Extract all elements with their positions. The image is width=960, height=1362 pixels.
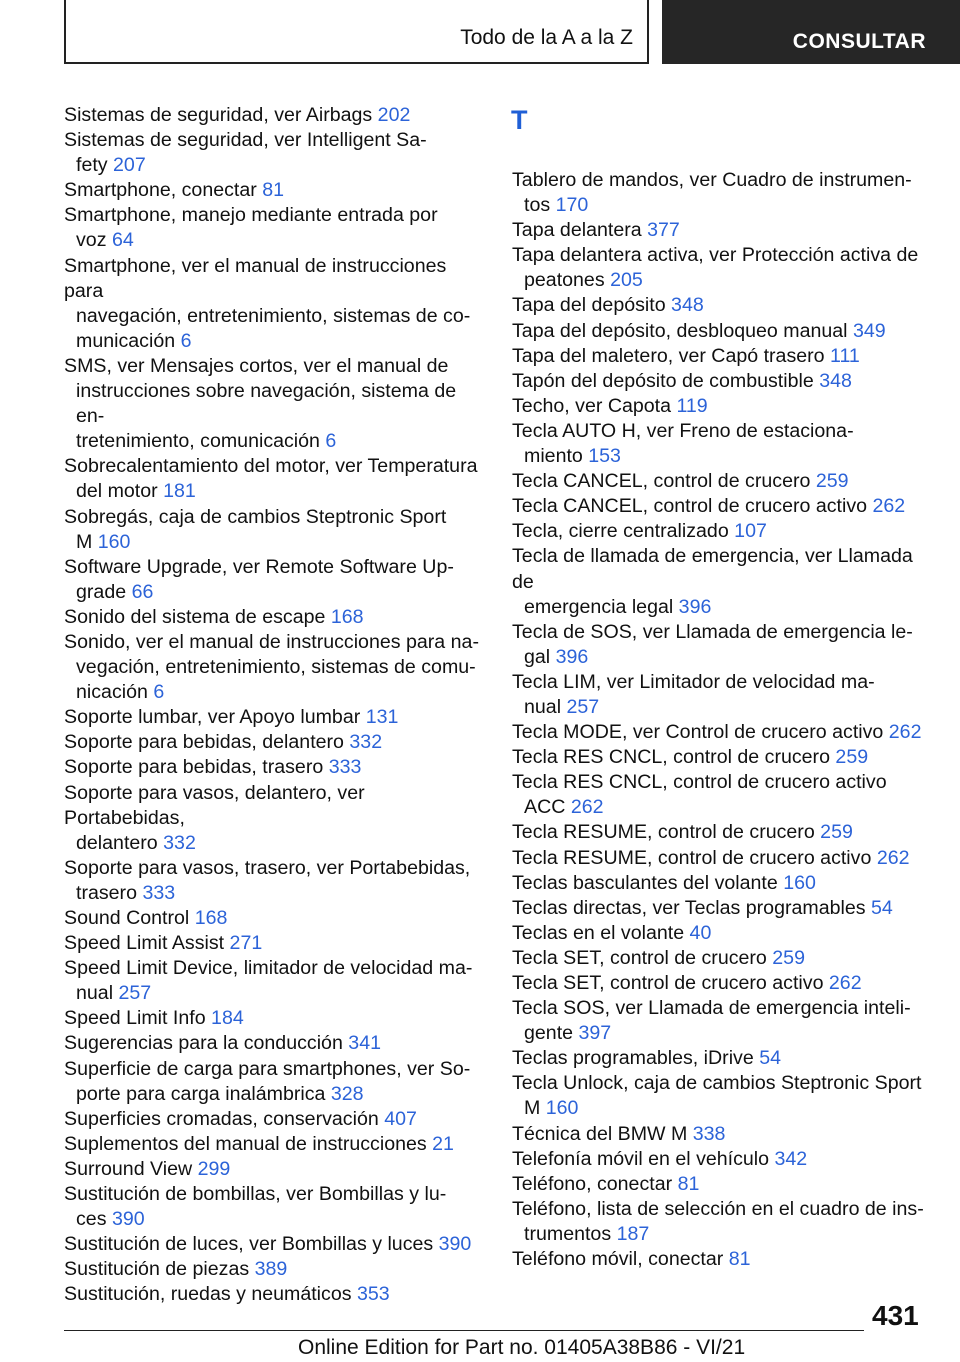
page-reference-link[interactable]: 328 [330, 1082, 364, 1105]
index-entry-text: Soporte para bebidas, trasero [64, 756, 329, 779]
index-entry-text: emergencia legal [524, 595, 679, 618]
page-reference-link[interactable]: 259 [772, 946, 805, 969]
index-entry-text: Tecla SOS, ver Llamada de emergencia inteli- [512, 997, 911, 1020]
index-entry-line [512, 645, 937, 670]
page-reference-link[interactable]: 207 [113, 154, 146, 177]
page-reference-link[interactable]: 407 [384, 1107, 417, 1130]
index-entry-line [512, 1096, 937, 1121]
index-entry-line [64, 1006, 482, 1031]
index-entry-text: Speed Limit Device, limitador de velocidad ma- [64, 957, 473, 980]
index-entry-text: trumentos [524, 1222, 617, 1245]
page-reference-link[interactable]: 66 [131, 580, 154, 603]
page-reference-link[interactable]: 202 [377, 104, 411, 126]
index-entry-line [64, 530, 482, 555]
index-entry-text: del motor [76, 480, 164, 503]
page-reference-link[interactable]: 160 [545, 1097, 579, 1120]
index-entry-text: Soporte lumbar, ver Apoyo lumbar [64, 706, 366, 729]
page-reference-link[interactable]: 54 [871, 896, 893, 919]
index-entry-text: nual [524, 695, 567, 718]
index-entry-text: Software Upgrade, ver Remote Software Up- [64, 555, 454, 578]
index-entry-text: Sustitución, ruedas y neumáticos [64, 1283, 357, 1306]
index-entry-text: Superficies cromadas, conservación [64, 1107, 385, 1130]
index-entry-text: Sustitución de piezas [64, 1258, 255, 1281]
index-entry-text: Sistemas de seguridad, ver Intelligent Sa- [64, 129, 427, 152]
index-entry-text: navegación, entretenimiento, sistemas de co- [76, 304, 471, 327]
index-entry-text: Smartphone, manejo mediante entrada por [64, 204, 438, 227]
index-entry-text: vegación, entretenimiento, sistemas de comu- [76, 656, 476, 679]
index-entry-line [512, 193, 937, 218]
page-header [0, 0, 960, 66]
index-entry-text: Tecla MODE, ver Control de crucero activo [512, 721, 889, 744]
index-entry-line [64, 505, 482, 530]
index-entry-text: Telefonía móvil en el vehículo [512, 1147, 775, 1170]
index-letter-heading: T [511, 105, 528, 135]
index-entry-text: Sistemas de seguridad, ver Airbags [64, 104, 378, 126]
index-entry-line [64, 781, 482, 831]
page-reference-link[interactable]: 40 [689, 921, 712, 944]
page-number: 431 [872, 1300, 919, 1331]
page-reference-link[interactable]: 349 [852, 319, 886, 342]
index-entry-line [64, 981, 482, 1006]
index-entry-text: Tecla CANCEL, control de crucero [512, 470, 816, 493]
index-entry-text: fety [76, 154, 114, 177]
index-entry-line [64, 680, 482, 705]
index-entry-line [64, 755, 482, 780]
page-reference-link[interactable]: 6 [180, 329, 192, 352]
page-reference-link[interactable]: 389 [254, 1258, 288, 1281]
index-entry-line [512, 444, 937, 469]
index-entry-line [64, 103, 482, 128]
index-entry-text: M [76, 530, 98, 553]
page-reference-link[interactable]: 396 [555, 645, 589, 668]
index-entry-line [64, 730, 482, 755]
index-entry-text: municación [76, 329, 181, 352]
index-entry-line [64, 1132, 482, 1157]
page-reference-link[interactable]: 396 [678, 595, 712, 618]
index-entry-text: Teclas directas, ver Teclas programables [512, 896, 872, 919]
index-entry-line [64, 705, 482, 730]
index-entry-line [64, 1257, 482, 1282]
index-entry-line [64, 1107, 482, 1132]
page-reference-link[interactable]: 397 [578, 1022, 612, 1045]
index-entry-text: Teléfono, lista de selección en el cuadro de ins- [512, 1197, 924, 1220]
index-entry-text: Suplementos del manual de instrucciones [64, 1132, 433, 1155]
page-reference-link[interactable]: 54 [759, 1047, 781, 1070]
index-entry-text: Teléfono móvil, conectar [512, 1248, 729, 1271]
index-entry-line [512, 344, 937, 369]
index-entry-line [64, 1082, 482, 1107]
index-entry-line [64, 555, 482, 580]
index-entry-line [512, 871, 937, 896]
index-entry-text: Tecla RESUME, control de crucero activo [512, 846, 877, 869]
index-entry-line [512, 419, 937, 444]
index-entry-text: Tecla de llamada de emergencia, ver Llamada de [512, 545, 913, 593]
index-entry-line [512, 1247, 937, 1272]
index-entry-text: Tablero de mandos, ver Cuadro de instrumen- [512, 169, 912, 191]
index-entry-text: Técnica del BMW M [512, 1122, 693, 1145]
index-entry-text: Tapa del depósito [512, 294, 672, 317]
index-entry-line [512, 1172, 937, 1197]
index-entry-line [512, 243, 937, 268]
index-entry-text: instrucciones sobre navegación, sistema de en- [76, 380, 457, 428]
index-entry-text: grade [76, 580, 132, 603]
index-column-right [512, 100, 937, 1272]
page-reference-link[interactable]: 131 [365, 706, 399, 729]
page-reference-link[interactable]: 259 [835, 746, 869, 769]
index-entry-line [512, 1046, 937, 1071]
index-entry-line [64, 379, 482, 429]
index-entry-line [64, 605, 482, 630]
index-entry-line [512, 218, 937, 243]
index-entry-text: Sonido del sistema de escape [64, 605, 331, 628]
index-entry-line [64, 479, 482, 504]
page-reference-link[interactable]: 170 [555, 194, 589, 217]
index-entry-text: tos [524, 194, 556, 217]
index-entry-text: Tecla RES CNCL, control de crucero [512, 746, 836, 769]
section-tab [64, 0, 649, 64]
index-entry-line [512, 168, 937, 193]
index-entry-line [64, 1182, 482, 1207]
index-entry-line [512, 319, 937, 344]
index-entry-line [64, 1207, 482, 1232]
page-reference-link[interactable]: 262 [876, 846, 910, 869]
page-reference-link[interactable]: 348 [671, 294, 704, 317]
index-entry-line [64, 881, 482, 906]
index-entry-text: Tecla RES CNCL, control de crucero activo [512, 771, 887, 794]
page-reference-link[interactable]: 341 [348, 1032, 381, 1055]
index-entry-line [512, 620, 937, 645]
index-entry-line [64, 1031, 482, 1056]
index-entry-line [64, 931, 482, 956]
index-entry-text: porte para carga inalámbrica [76, 1082, 331, 1105]
index-entry-line [64, 153, 482, 178]
page-reference-link[interactable]: 390 [438, 1233, 472, 1256]
page-reference-link[interactable]: 160 [783, 871, 816, 894]
page-reference-link[interactable]: 257 [566, 695, 600, 718]
index-entry-line [64, 128, 482, 153]
index-entry-line [64, 203, 482, 228]
index-entry-line [512, 820, 937, 845]
footer-edition-text: Online Edition for Part no. 01405A38B86 - VI/21 [298, 1336, 746, 1359]
page-reference-link[interactable]: 184 [211, 1007, 244, 1030]
index-entry-line [512, 921, 937, 946]
index-entry-line [64, 429, 482, 454]
index-entry-line [64, 630, 482, 655]
index-entry-line [512, 971, 937, 996]
page-reference-link[interactable]: 181 [163, 480, 196, 503]
index-entry-line [64, 1157, 482, 1182]
index-entry-text: Sound Control [64, 907, 195, 929]
page-reference-link[interactable]: 111 [830, 344, 860, 367]
page-reference-link[interactable]: 168 [330, 605, 364, 628]
index-entry-text: Soporte para vasos, delantero, ver Portabebidas, [64, 781, 365, 829]
index-entry-line [64, 228, 482, 253]
index-entry-text: miento [524, 445, 589, 468]
page-reference-link[interactable]: 271 [229, 932, 263, 955]
index-entry-line [64, 1282, 482, 1307]
consult-tab[interactable]: CONSULTAR [662, 0, 960, 64]
page-reference-link[interactable]: 81 [728, 1248, 751, 1271]
page-reference-link[interactable]: 262 [570, 796, 604, 819]
index-entry-line [512, 394, 937, 419]
page-reference-link[interactable]: 333 [328, 756, 362, 779]
page-reference-link[interactable]: 6 [153, 681, 165, 704]
index-entry-line [64, 354, 482, 379]
page-reference-link[interactable]: 160 [97, 530, 131, 553]
index-entry-text: ACC [524, 796, 571, 819]
index-entry-line [512, 519, 937, 544]
page-reference-link[interactable]: 259 [815, 470, 849, 493]
index-entry-text: Teclas basculantes del volante [512, 871, 784, 894]
index-entry-line [512, 720, 937, 745]
index-entry-text: tretenimiento, comunicación [76, 430, 326, 453]
index-entry-line [512, 1222, 937, 1247]
page-reference-link[interactable]: 64 [111, 229, 134, 252]
index-entry-line [64, 329, 482, 354]
index-entry-text: Tecla LIM, ver Limitador de velocidad ma- [512, 670, 875, 693]
page-reference-link[interactable]: 168 [194, 907, 228, 929]
index-entry-line [512, 1122, 937, 1147]
index-entry-line [512, 946, 937, 971]
index-entry-text: Tapón del depósito de combustible [512, 369, 820, 392]
index-entry-text: nicación [76, 681, 154, 704]
index-entry-line [512, 670, 937, 695]
page-reference-link[interactable]: 107 [734, 520, 767, 543]
index-entry-text: Sobrecalentamiento del motor, ver Temperatura [64, 455, 478, 478]
index-entry-line [512, 745, 937, 770]
index-entry-line [512, 369, 937, 394]
index-entry-text: Tecla AUTO H, ver Freno de estaciona- [512, 419, 854, 442]
index-entry-text: Tecla de SOS, ver Llamada de emergencia le- [512, 620, 913, 643]
index-entry-text: Tecla CANCEL, control de crucero activo [512, 495, 873, 518]
index-entry-line [512, 1147, 937, 1172]
index-entry-text: Tecla SET, control de crucero activo [512, 972, 829, 994]
index-entry-text: Smartphone, conectar [64, 179, 263, 202]
index-entry-text: Teclas programables, iDrive [512, 1047, 760, 1070]
page-reference-link[interactable]: 205 [610, 269, 643, 292]
footer-divider [64, 1330, 864, 1331]
index-entry-text: Tecla SET, control de crucero [512, 946, 773, 969]
index-entry-text: Tapa del maletero, ver Capó trasero [512, 344, 831, 367]
index-entry-text: Superficie de carga para smartphones, ver So- [64, 1057, 471, 1080]
index-entry-line [512, 1021, 937, 1046]
index-entry-text: trasero [76, 881, 143, 904]
index-entry-line [512, 293, 937, 318]
index-entry-line [64, 906, 482, 931]
index-entry-line [512, 268, 937, 293]
page-reference-link[interactable]: 153 [588, 445, 621, 468]
index-entry-text: Teclas en el volante [512, 921, 690, 944]
index-entry-text: Sustitución de luces, ver Bombillas y luces [64, 1233, 439, 1256]
index-entry-text: Surround View [64, 1157, 198, 1180]
index-entry-line [64, 1057, 482, 1082]
index-entry-line [512, 544, 937, 594]
index-entry-text: peatones [524, 269, 611, 292]
index-entry-text: Tecla RESUME, control de crucero [512, 821, 821, 844]
index-entry-text: Tapa delantera activa, ver Protección activa de [512, 244, 919, 267]
page-reference-link[interactable]: 332 [349, 731, 383, 754]
index-entry-line [64, 178, 482, 203]
index-entry-text: gente [524, 1022, 579, 1045]
index-entry-line [512, 1071, 937, 1096]
index-entry-text: Techo, ver Capota [512, 394, 677, 417]
index-entry-line [512, 896, 937, 921]
index-entry-text: Sugerencias para la conducción [64, 1032, 349, 1055]
page-reference-link[interactable]: 332 [163, 831, 196, 854]
index-column-left [64, 103, 482, 1308]
page-reference-link[interactable]: 390 [111, 1208, 145, 1231]
index-entry-text: M [524, 1097, 546, 1120]
index-entry-line [512, 1197, 937, 1222]
page-reference-link[interactable]: 257 [118, 982, 152, 1005]
page-reference-link[interactable]: 299 [197, 1157, 231, 1180]
index-entry-text: nual [76, 982, 119, 1005]
page-reference-link[interactable]: 119 [676, 394, 708, 417]
page-reference-link[interactable]: 81 [677, 1172, 700, 1195]
index-entry-text: Sonido, ver el manual de instrucciones para na- [64, 630, 479, 653]
index-entry-line [512, 695, 937, 720]
index-entry-line [512, 595, 937, 620]
index-entry-text: Tecla Unlock, caja de cambios Steptronic Sport [512, 1072, 922, 1095]
index-entry-line [64, 304, 482, 329]
index-entry-text: delantero [76, 831, 164, 854]
page-reference-link[interactable]: 333 [142, 881, 176, 904]
index-entry-line [64, 856, 482, 881]
index-entry-text: Speed Limit Info [64, 1007, 212, 1030]
index-entry-text: Soporte para bebidas, delantero [64, 731, 350, 754]
index-entry-text: Sobregás, caja de cambios Steptronic Sport [64, 505, 447, 528]
index-entry-text: SMS, ver Mensajes cortos, ver el manual de [64, 354, 449, 377]
index-entry-line [64, 1232, 482, 1257]
index-entry-line [512, 494, 937, 519]
section-label: Todo de la A a la Z [460, 26, 633, 49]
page-reference-link[interactable]: 262 [888, 721, 922, 744]
page-reference-link[interactable]: 21 [432, 1132, 454, 1155]
page-reference-link[interactable]: 187 [616, 1222, 650, 1245]
index-entry-text: Speed Limit Assist [64, 932, 230, 955]
page-reference-link[interactable]: 262 [828, 972, 862, 994]
index-entry-line [64, 956, 482, 981]
index-entry-text: Teléfono, conectar [512, 1172, 678, 1195]
index-entry-text: Tapa delantera [512, 219, 648, 242]
page-reference-link[interactable]: 338 [692, 1122, 726, 1145]
page-reference-link[interactable]: 353 [356, 1283, 390, 1306]
index-entry-line [64, 454, 482, 479]
page-reference-link[interactable]: 342 [774, 1147, 808, 1170]
index-entry-line [64, 655, 482, 680]
page-reference-link[interactable]: 348 [819, 369, 852, 392]
index-entry-text: Smartphone, ver el manual de instrucciones para [64, 254, 447, 302]
index-entry-line [512, 469, 937, 494]
index-entry-text: Sustitución de bombillas, ver Bombillas y lu- [64, 1183, 447, 1206]
index-entry-line [512, 795, 937, 820]
index-entry-line [512, 996, 937, 1021]
page-reference-link[interactable]: 259 [820, 821, 853, 844]
index-entry-line [512, 846, 937, 871]
page-reference-link[interactable]: 377 [647, 219, 680, 242]
page-reference-link[interactable]: 262 [872, 495, 906, 518]
page-reference-link[interactable]: 6 [325, 430, 337, 453]
page-reference-link[interactable]: 81 [262, 179, 285, 202]
index-entry-text: Tecla, cierre centralizado [512, 520, 735, 543]
index-entry-line [64, 580, 482, 605]
index-entries-right [512, 168, 937, 1272]
index-entry-line [512, 770, 937, 795]
index-entry-text: Soporte para vasos, trasero, ver Portabebidas, [64, 856, 471, 879]
index-entry-text: ces [76, 1208, 112, 1231]
index-entry-line [64, 831, 482, 856]
index-entry-text: gal [524, 645, 556, 668]
index-entry-text: voz [76, 229, 112, 252]
index-entry-line [64, 254, 482, 304]
index-entry-text: Tapa del depósito, desbloqueo manual [512, 319, 853, 342]
